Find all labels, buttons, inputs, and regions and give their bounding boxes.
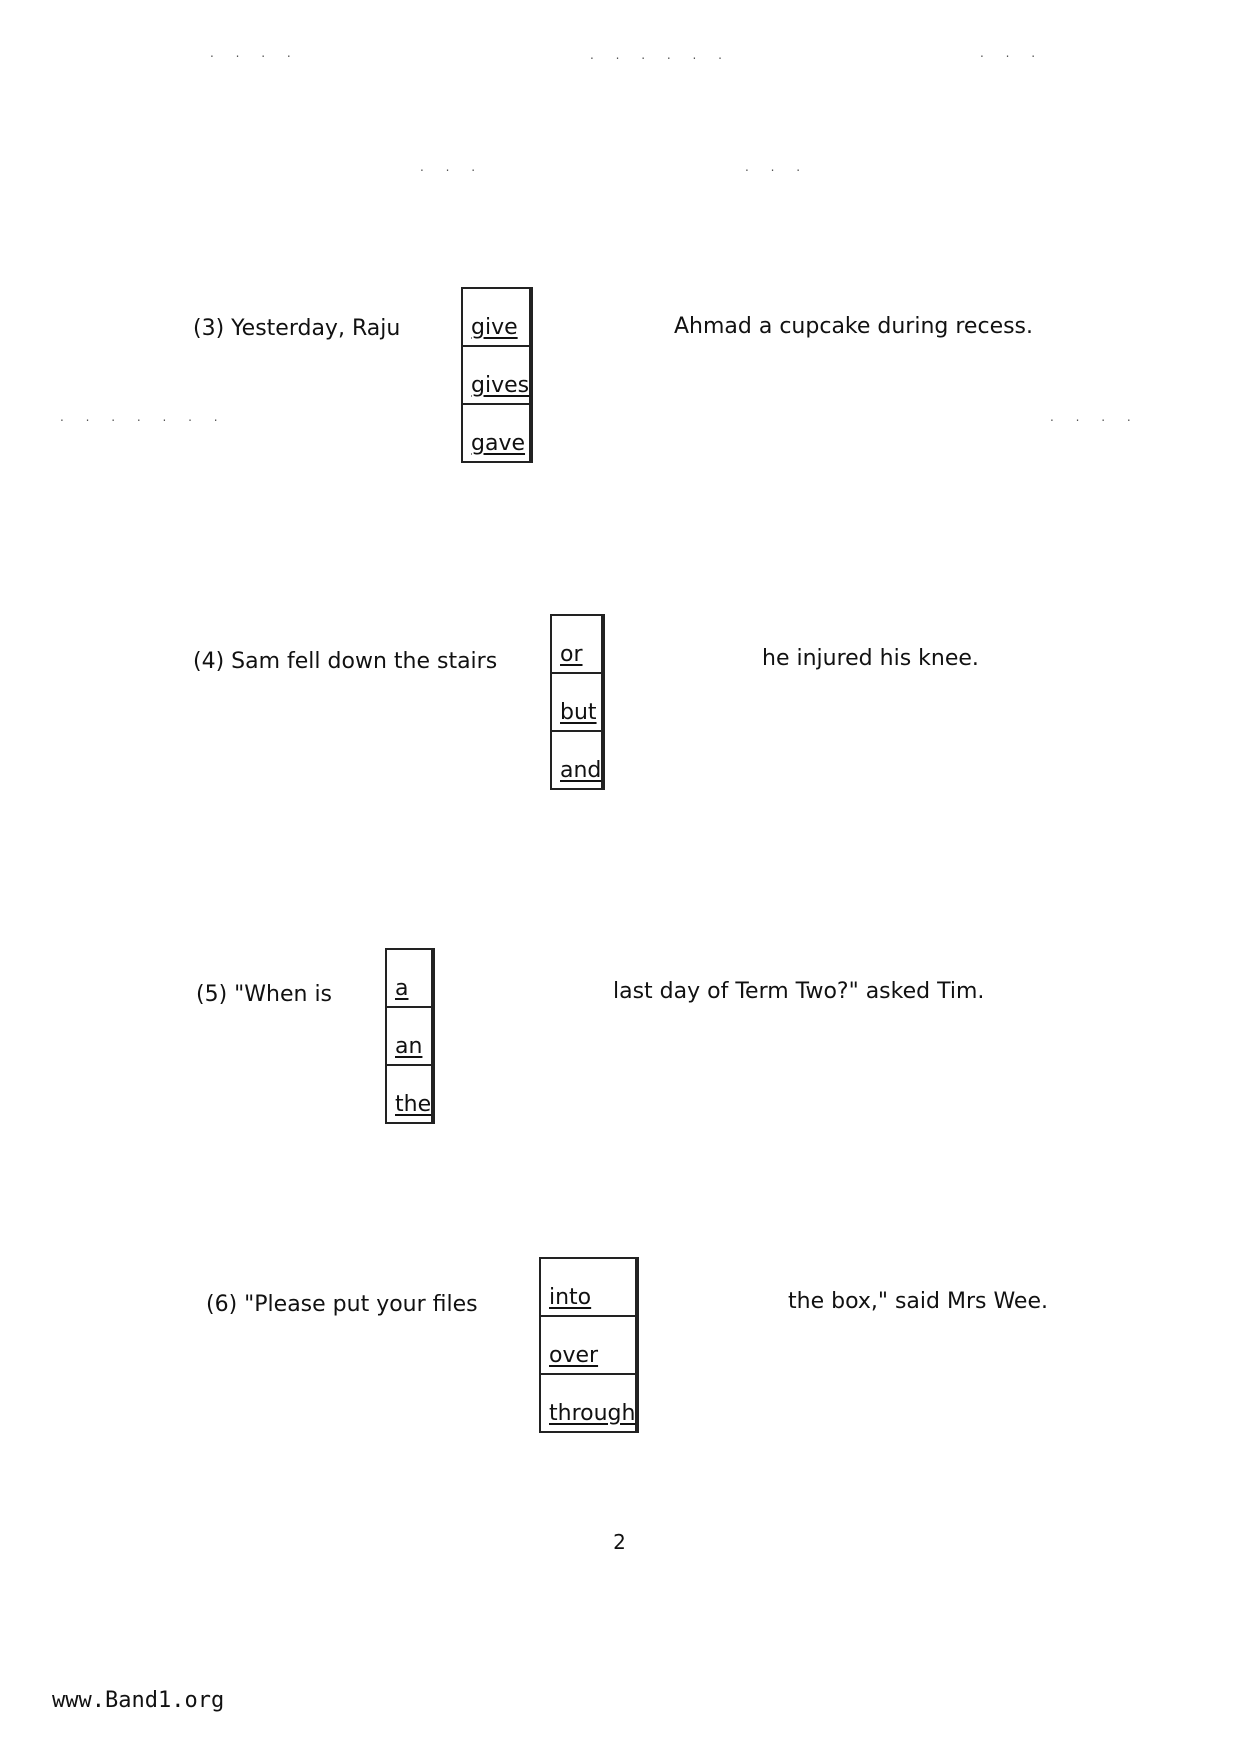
option-label: and (551, 731, 602, 789)
question-6-options (539, 1257, 639, 1433)
option-label: the (386, 1065, 432, 1123)
footer-url: www.Band1.org (52, 1688, 225, 1713)
option-label: through (540, 1374, 636, 1432)
answer-checkbox[interactable] (432, 949, 434, 1007)
scan-noise: . . . . (210, 46, 300, 60)
answer-checkbox[interactable] (636, 1258, 638, 1316)
answer-checkbox[interactable] (530, 404, 532, 462)
question-6-text-before: (6) "Please put your files (206, 1292, 478, 1317)
question-5-text-after: last day of Term Two?" asked Tim. (613, 979, 985, 1004)
answer-checkbox[interactable] (530, 346, 532, 404)
option-label: give (462, 288, 530, 346)
answer-checkbox[interactable] (602, 615, 604, 673)
answer-checkbox[interactable] (530, 288, 532, 346)
question-4-text-after: he injured his knee. (762, 646, 979, 671)
option-label: gave (462, 404, 530, 462)
question-3-text-after: Ahmad a cupcake during recess. (674, 314, 1034, 339)
question-6-text-after: the box," said Mrs Wee. (788, 1289, 1048, 1314)
answer-checkbox[interactable] (432, 1065, 434, 1123)
question-4-text-before: (4) Sam fell down the stairs (193, 649, 498, 674)
scan-noise: . . . (420, 160, 485, 174)
question-5-text-before: (5) "When is (196, 982, 333, 1007)
page-number: 2 (613, 1530, 626, 1554)
answer-checkbox[interactable] (636, 1316, 638, 1374)
answer-checkbox[interactable] (602, 673, 604, 731)
question-5-options (385, 948, 435, 1124)
option-label: an (386, 1007, 432, 1065)
question-3-options (461, 287, 533, 463)
answer-checkbox[interactable] (636, 1374, 638, 1432)
option-label: but (551, 673, 602, 731)
answer-checkbox[interactable] (432, 1007, 434, 1065)
question-3-text-before: (3) Yesterday, Raju (193, 316, 401, 341)
option-label: or (551, 615, 602, 673)
answer-checkbox[interactable] (602, 731, 604, 789)
option-label: over (540, 1316, 636, 1374)
scan-noise: . . . (980, 46, 1045, 60)
scan-noise: . . . . . . (590, 48, 731, 62)
scan-noise: . . . (745, 160, 810, 174)
scan-noise: . . . . (1050, 410, 1140, 424)
scan-noise: . . . . . . . (60, 410, 227, 424)
option-label: gives (462, 346, 530, 404)
question-4-options (550, 614, 605, 790)
option-label: a (386, 949, 432, 1007)
option-label: into (540, 1258, 636, 1316)
